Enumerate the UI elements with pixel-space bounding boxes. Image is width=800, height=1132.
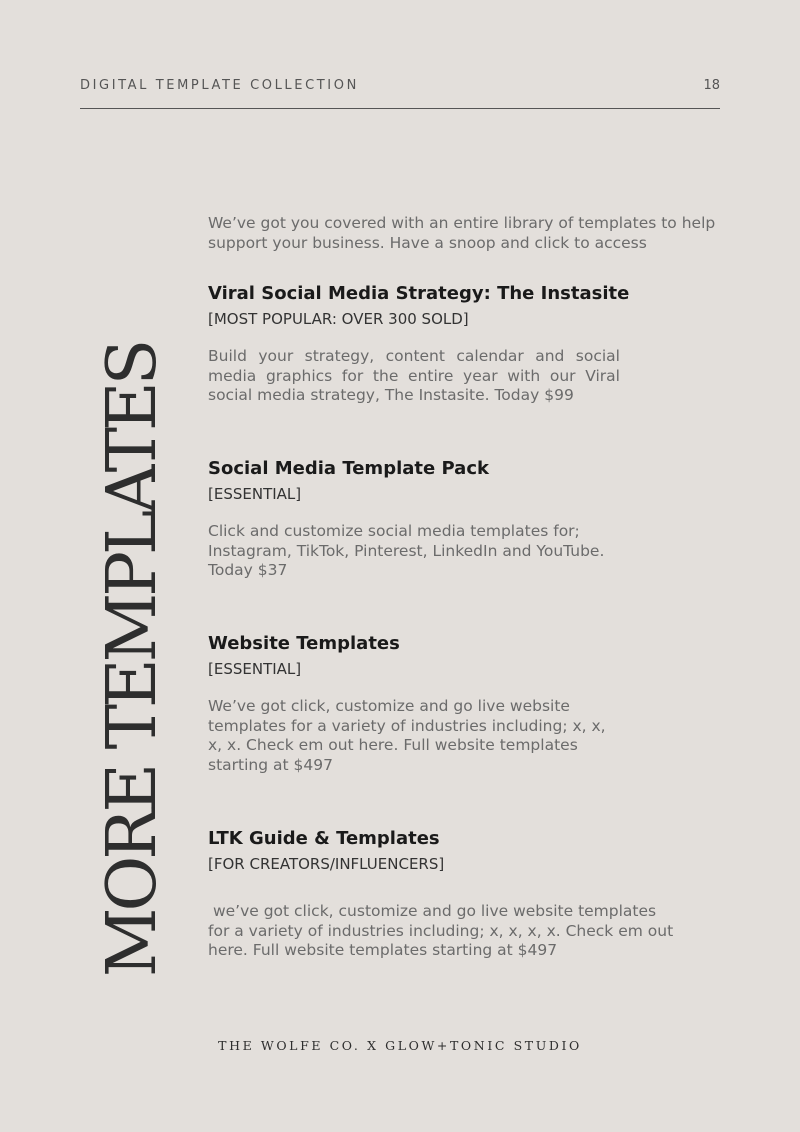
side-title-container	[93, 342, 172, 978]
section-social-media-pack[interactable]	[208, 458, 638, 581]
section-title[interactable]: Viral Social Media Strategy: The Instasite	[208, 283, 630, 304]
section-title[interactable]: Website Templates	[208, 633, 400, 654]
section-body: We’ve got click, customize and go live website templates for a variety of industries including; x, x, x, x. Check em out here. Full website templates starting at $497	[208, 697, 606, 774]
section-body: Click and customize social media templates for; Instagram, TikTok, Pinterest, LinkedIn and YouTube. Today $37	[208, 522, 605, 579]
intro-text: We’ve got you covered with an entire library of templates to help support your business. Have a snoop and click to access	[208, 214, 716, 252]
footer-credit: THE WOLFE CO. X GLOW+TONIC STUDIO	[218, 1038, 582, 1053]
section-instasite[interactable]	[208, 283, 638, 406]
section-website-templates[interactable]	[208, 633, 638, 775]
section-body: Build your strategy, content calendar and social media graphics for the entire year with our Viral social media strategy, The Instasite. Today $99	[208, 347, 620, 404]
header-divider	[80, 108, 720, 109]
section-tag: [ESSENTIAL]	[208, 660, 302, 678]
section-body: we’ve got click, customize and go live website templates for a variety of industries including; x, x, x, x. Check em out here. Full website templates starting at $497	[208, 902, 679, 959]
section-title[interactable]: LTK Guide & Templates	[208, 828, 440, 849]
section-tag: [MOST POPULAR: OVER 300 SOLD]	[208, 310, 469, 328]
section-tag: [ESSENTIAL]	[208, 485, 302, 503]
page-number: 18	[703, 78, 720, 93]
page-header	[80, 78, 720, 96]
collection-title: DIGITAL TEMPLATE COLLECTION	[80, 78, 359, 93]
section-tag: [FOR CREATORS/INFLUENCERS]	[208, 855, 445, 873]
section-ltk-guide[interactable]	[208, 828, 679, 961]
side-title: MORE TEMPLATES	[93, 342, 172, 978]
section-title[interactable]: Social Media Template Pack	[208, 458, 489, 479]
